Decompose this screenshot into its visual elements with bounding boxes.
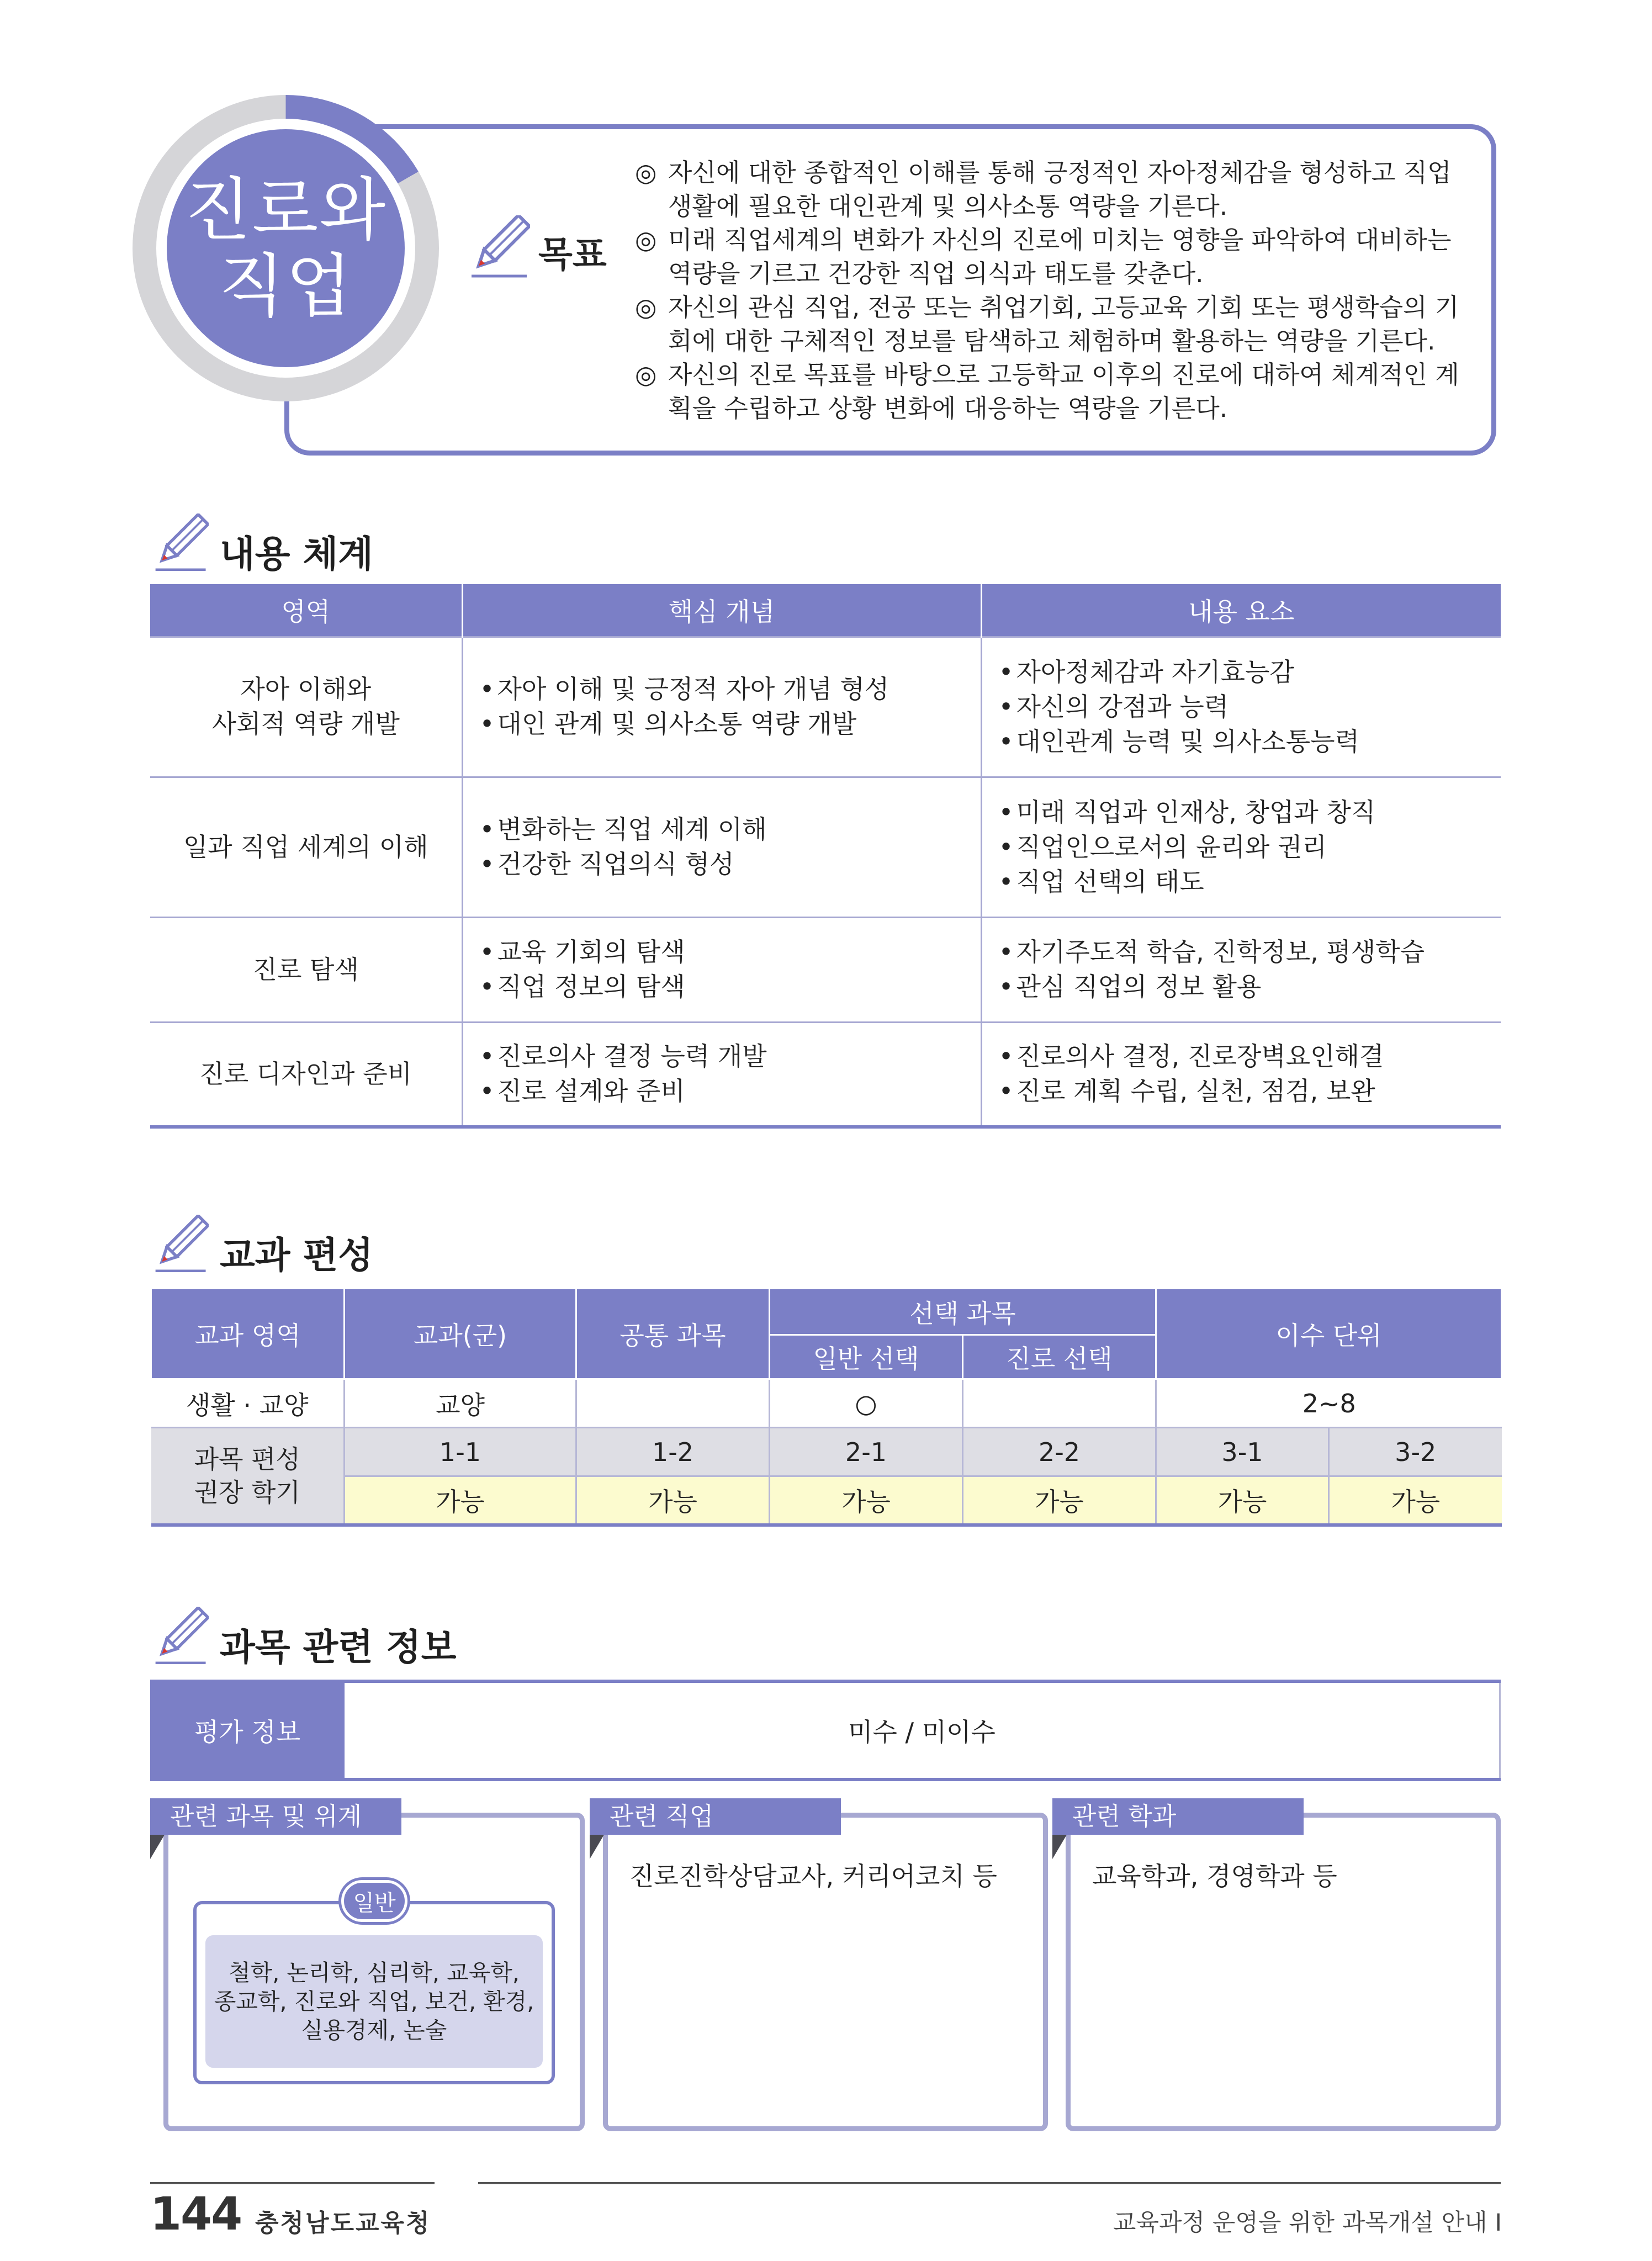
area-cell: 진로 디자인과 준비 — [150, 1022, 462, 1127]
element-cell: • 미래 직업과 인재상, 창업과 창직 • 직업인으로서의 윤리와 권리 • 직업 선택의 태도 — [981, 777, 1501, 917]
column-header: 일반 선택 — [770, 1335, 963, 1379]
goal-label: 목표 — [538, 235, 607, 276]
semester-cell: 3-1 — [1156, 1428, 1329, 1476]
content-system-table — [150, 584, 1501, 1129]
goal-item: ◎ 자신의 관심 직업, 전공 또는 취업기회, 고등교육 기회 또는 평생학습의 기회에 대한 구체적인 정보를 탐색하고 체험하며 활용하는 역량을 기른다. — [635, 293, 1459, 356]
semester-cell: 2-1 — [770, 1428, 963, 1476]
column-header: 영역 — [150, 584, 462, 637]
related-majors-tab: 관련 학과 — [1052, 1798, 1304, 1835]
area-cell: 진로 탐색 — [150, 917, 462, 1022]
column-header: 진로 선택 — [963, 1335, 1156, 1379]
section-title-related: 과목 관련 정보 — [220, 1626, 457, 1669]
concept-cell: • 자아 이해 및 긍정적 자아 개념 형성 • 대인 관계 및 의사소통 역량 개발 — [462, 637, 981, 777]
goal-item: ◎ 자신에 대한 종합적인 이해를 통해 긍정적인 자아정체감을 형성하고 직업 생활에 필요한 대인관계 및 의사소통 역량을 기른다. — [635, 158, 1452, 221]
document-title: 교육과정 운영을 위한 과목개설 안내 I — [1113, 2209, 1502, 2237]
table-row — [150, 637, 1501, 777]
table-row — [151, 1428, 1502, 1476]
column-header: 선택 과목 — [770, 1289, 1156, 1335]
table-row — [150, 777, 1501, 917]
column-header: 공통 과목 — [576, 1289, 770, 1379]
goal-item: ◎ 미래 직업세계의 변화가 자신의 진로에 미치는 영향을 파악하여 대비하는 역량을 기르고 건강한 직업 의식과 태도를 갖춘다. — [635, 225, 1452, 288]
element-cell: • 자아정체감과 자기효능감 • 자신의 강점과 능력 • 대인관계 능력 및 의사소통능력 — [981, 637, 1501, 777]
concept-cell: • 변화하는 직업 세계 이해 • 건강한 직업의식 형성 — [462, 777, 981, 917]
semester-cell: 1-2 — [576, 1428, 770, 1476]
semester-cell: 1-1 — [345, 1428, 576, 1476]
evaluation-row — [150, 1680, 1501, 1781]
goal-list — [635, 156, 1463, 425]
availability-cell: 가능 — [576, 1476, 770, 1525]
column-header: 핵심 개념 — [462, 584, 981, 637]
table-row — [151, 1476, 1502, 1525]
column-header: 교과(군) — [345, 1289, 576, 1379]
semester-label: 과목 편성 권장 학기 — [151, 1428, 345, 1525]
pencil-icon — [153, 513, 209, 573]
semester-cell: 2-2 — [963, 1428, 1156, 1476]
section-title-content: 내용 체계 — [220, 533, 374, 575]
availability-cell: 가능 — [1329, 1476, 1502, 1525]
page-number: 144 — [150, 2188, 242, 2241]
availability-cell: 가능 — [345, 1476, 576, 1525]
subject-title-line2: 직업 — [218, 246, 353, 326]
curriculum-table — [150, 1288, 1502, 1527]
pencil-icon — [469, 215, 530, 279]
column-header: 이수 단위 — [1156, 1289, 1502, 1379]
concept-cell: • 교육 기회의 탐색 • 직업 정보의 탐색 — [462, 917, 981, 1022]
evaluation-label: 평가 정보 — [150, 1683, 345, 1778]
section-title-curriculum: 교과 편성 — [220, 1234, 374, 1277]
availability-cell: 가능 — [770, 1476, 963, 1525]
related-jobs-tab: 관련 직업 — [590, 1798, 841, 1835]
availability-cell: 가능 — [1156, 1476, 1329, 1525]
column-header: 교과 영역 — [151, 1289, 345, 1379]
related-jobs-text: 진로진학상담교사, 커리어코치 등 — [629, 1861, 997, 1891]
related-subjects-list: 철학, 논리학, 심리학, 교육학, 종교학, 진로와 직업, 보건, 환경, 실용경제, 논술 — [205, 1935, 543, 2068]
column-header: 내용 요소 — [981, 584, 1501, 637]
element-cell: • 자기주도적 학습, 진학정보, 평생학습 • 관심 직업의 정보 활용 — [981, 917, 1501, 1022]
semester-cell: 3-2 — [1329, 1428, 1502, 1476]
related-subjects-tab: 관련 과목 및 위계 — [150, 1798, 401, 1835]
area-cell: 일과 직업 세계의 이해 — [150, 777, 462, 917]
table-row — [150, 917, 1501, 1022]
table-row: 생활 · 교양 교양 ○ 2~8 — [151, 1379, 1502, 1428]
related-majors-text: 교육학과, 경영학과 등 — [1092, 1861, 1337, 1891]
table-row — [150, 1022, 1501, 1127]
concept-cell: • 진로의사 결정 능력 개발 • 진로 설계와 준비 — [462, 1022, 981, 1127]
pencil-icon — [153, 1607, 209, 1666]
subject-title-line1: 진로와 — [184, 170, 387, 250]
general-pill: 일반 — [341, 1880, 407, 1922]
goal-item: ◎ 자신의 진로 목표를 바탕으로 고등학교 이후의 진로에 대하여 체계적인 계획을 수립하고 상황 변화에 대응하는 역량을 기른다. — [635, 360, 1459, 423]
subject-badge — [167, 129, 405, 367]
publisher: 충청남도교육청 — [255, 2209, 431, 2237]
availability-cell: 가능 — [963, 1476, 1156, 1525]
element-cell: • 진로의사 결정, 진로장벽요인해결 • 진로 계획 수립, 실천, 점검, 보완 — [981, 1022, 1501, 1127]
area-cell: 자아 이해와 사회적 역량 개발 — [150, 637, 462, 777]
evaluation-value: 미수 / 미이수 — [345, 1683, 1501, 1778]
pencil-icon — [153, 1215, 209, 1274]
